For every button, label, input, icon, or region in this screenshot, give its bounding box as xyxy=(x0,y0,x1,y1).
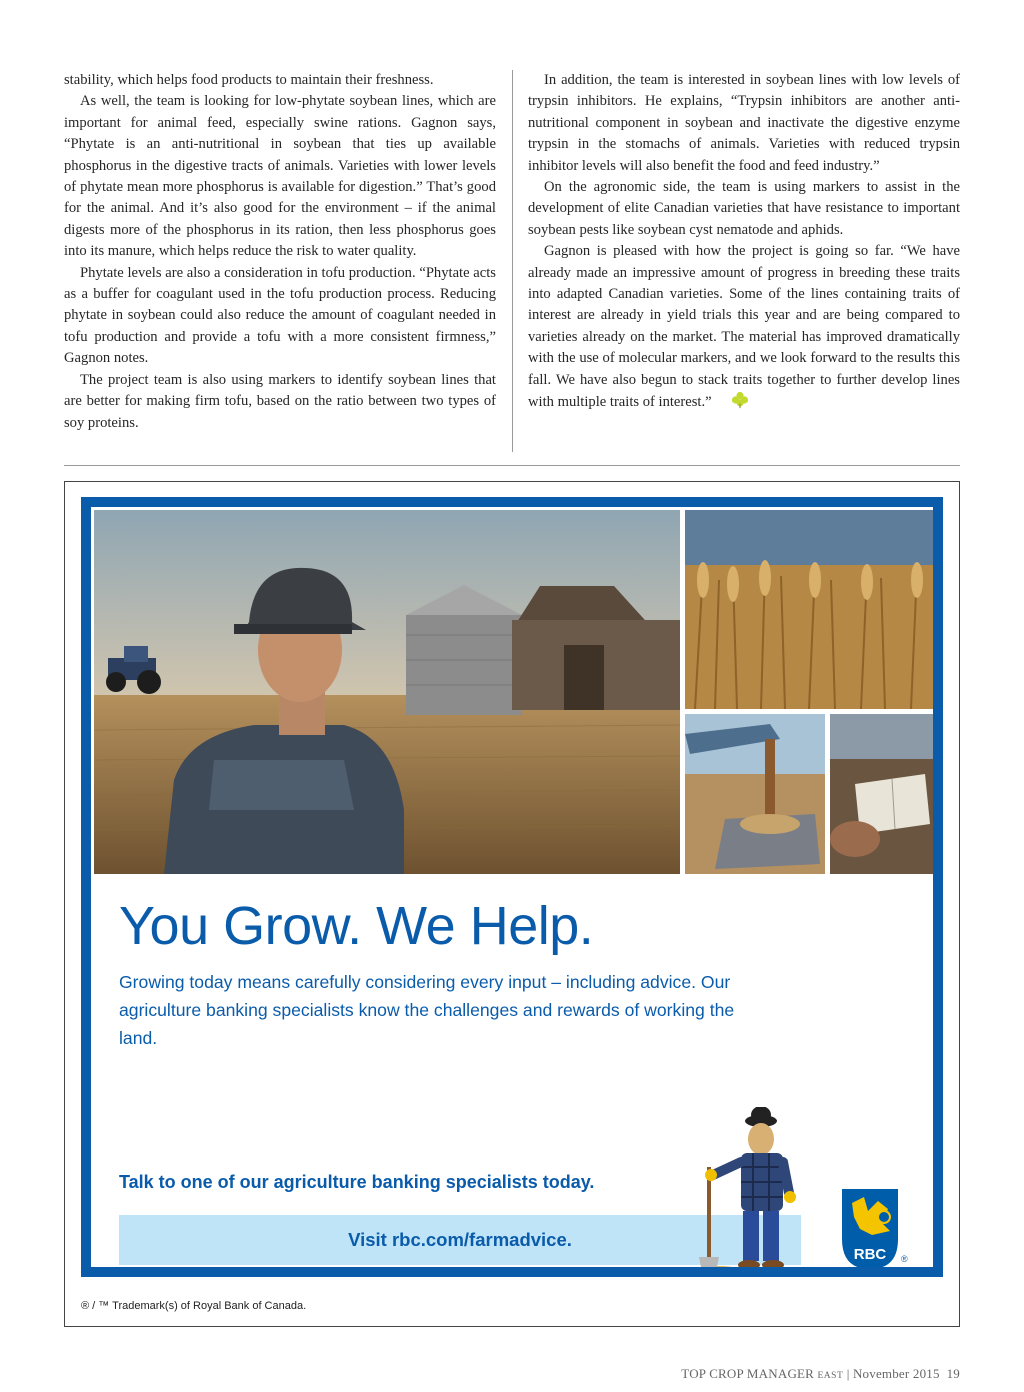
paragraph: stability, which helps food products to maintain their freshness. xyxy=(64,72,434,88)
issue-date: November 2015 xyxy=(852,1366,940,1381)
article-body xyxy=(64,70,960,456)
section-rule xyxy=(64,465,960,466)
ad-panel xyxy=(81,497,943,1277)
publication-name: TOP CROP MANAGER xyxy=(681,1366,815,1381)
paragraph: The project team is also using markers to identify soybean lines that are better for making firm tofu, based on the ratio between two types of soy proteins. xyxy=(64,371,496,431)
ad-headline: You Grow. We Help. xyxy=(119,896,594,956)
page-number: 19 xyxy=(946,1366,960,1381)
record-book-photo xyxy=(830,714,933,874)
column-divider xyxy=(512,70,513,452)
farmer-mascot-illustration xyxy=(689,1107,801,1277)
leaf-end-mark-icon xyxy=(715,391,733,409)
paragraph-text: Gagnon is pleased with how the project is going so far. “We have already made an impressive amount of progress in breeding these traits into adapted Canadian varieties. Some of the lines containing traits of interest are already in yield trials this year and are being compared to varieties already on the market. The material has improved dramatically with the use of molecular markers, and we look forward to the results this fall. We have also begun to stack traits together to further develop lines with multiple traits of interest.” xyxy=(528,243,960,411)
rbc-logo-text: RBC xyxy=(853,1246,887,1263)
article-column-left xyxy=(64,70,496,434)
trademark-notice: ® / ™ Trademark(s) of Royal Bank of Canada. xyxy=(81,1300,307,1312)
grain-auger-photo xyxy=(685,714,825,874)
paragraph: In addition, the team is interested in soybean lines with low levels of trypsin inhibitors. He explains, “Trypsin inhibitors are another anti-nutritional component in soybean and inactivate the digestive enzyme trypsin in the stomachs of animals. Varieties with reduced trypsin inhibitor levels will also benefit the food and feed industry.” xyxy=(528,72,960,174)
wheat-photo xyxy=(685,510,933,709)
farmer-photo xyxy=(94,510,680,874)
page-footer: TOP CROP MANAGER EAST | November 2015 19 xyxy=(681,1366,960,1381)
rbc-logo xyxy=(838,1187,902,1271)
rbc-advertisement xyxy=(64,481,960,1327)
edition: EAST xyxy=(817,1371,844,1381)
article-column-right xyxy=(528,70,960,414)
paragraph: Phytate levels are also a consideration in tofu production. “Phytate acts as a buffer for coagulant used in the tofu production process. Reducing phytate in soybean could also reduce the amount of coagulant needed in tofu production and provide a tofu with a more consistent firmness,” Gagnon notes. xyxy=(64,264,496,367)
ad-body-copy: Growing today means carefully considering every input – including advice. Our agriculture banking specialists know the challenges and rewards of working the land. xyxy=(119,972,735,1048)
paragraph: On the agronomic side, the team is using markers to assist in the development of elite Canadian varieties that have resistance to important soybean pests like soybean cyst nematode and aphids. xyxy=(528,179,960,238)
paragraph: As well, the team is looking for low-phytate soybean lines, which are important for animal feed, especially swine rations. Gagnon says, “Phytate is an anti-nutritional in soybean that ties up available phosphorus in the digestive tracts of animals. Varieties with lower levels of phytate mean more phosphorus is available for digestion.” That’s good for the animal. And it’s also good for the environment – if the animal digests more of the phosphorus in its ration, then less phosphorus goes into its manure, which helps reduce the risk to water quality. xyxy=(64,93,496,260)
registered-mark: ® xyxy=(901,1254,908,1264)
paragraph xyxy=(528,241,960,413)
ad-call-to-action: Talk to one of our agriculture banking specialists today. xyxy=(119,1172,595,1192)
visit-link[interactable]: Visit rbc.com/farmadvice. xyxy=(348,1229,572,1250)
